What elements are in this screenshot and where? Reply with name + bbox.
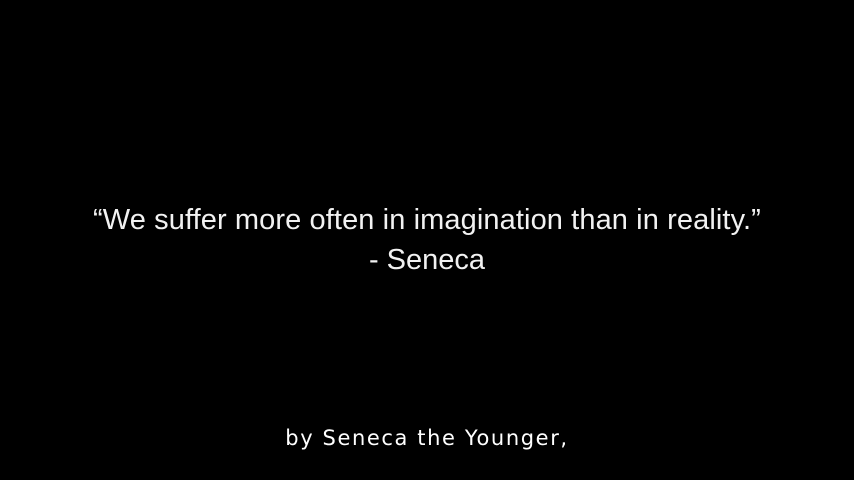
quote-attribution: - Seneca [368,244,486,276]
quote-text: “We suffer more often in imagination than in reality.” [93,204,761,236]
subtitle-caption: by Seneca the Younger, [285,426,569,450]
quote-block [0,200,854,280]
